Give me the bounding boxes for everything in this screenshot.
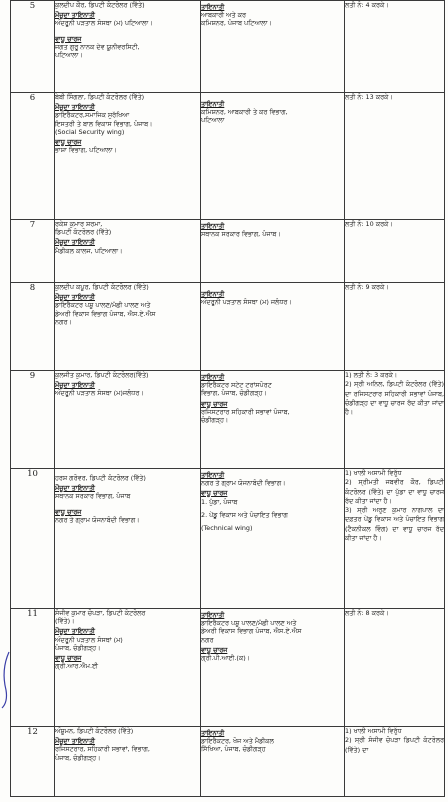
text-line: ਅੰਦਰੂਨੀ ਪੜਤਾਲ ਸੰਸਥਾ (ਮ) ਪਟਿਆਲਾ। — [55, 19, 153, 28]
section-heading: ਤਾਇਨਾਤੀ — [201, 3, 225, 11]
new-posting-cell — [201, 727, 345, 797]
text-line: ਸਿੱਖਿਆ, ਪੰਜਾਬ, ਚੰਡੀਗੜ੍ਹ — [201, 745, 266, 754]
section-heading: ਤਾਇਨਾਤੀ — [201, 290, 225, 298]
text-line: ਅੰਦਰੂਨੀ ਪੜਤਾਲ ਸੰਸਥਾ (ਮ) ਜਲੰਧਰ। — [201, 298, 292, 307]
serial-number-cell — [11, 727, 55, 797]
text-line: ਵਿਭਾਗ, ਪੰਜਾਬ, ਚੰਡੀਗੜ੍ਹ। — [201, 389, 267, 398]
table-body — [11, 1, 445, 797]
text-line: ਸਥਾਨਕ ਸਰਕਾਰ ਵਿਭਾਗ, ਪੰਜਾਬ — [55, 492, 131, 501]
remark-line: 1) ਖਾਲੀ ਅਸਾਮੀ ਵਿਰੁੱਧ — [345, 727, 402, 735]
text-line: ਅੰਦਰੂਨੀ ਪੜਤਾਲ ਸੰਸਥਾ (ਮ)ਜਲੰਧਰ। — [55, 389, 144, 398]
officer-current-posting-cell — [55, 220, 201, 283]
serial-number: 12 — [27, 727, 38, 737]
remark-line: ਲਤੀ ਨੰ: 8 ਕਰਕੇ। — [345, 609, 389, 617]
text-line: ਕਮਿਸ਼ਨਰ, ਪੰਜਾਬ ਪਟਿਆਲਾ। — [201, 19, 272, 28]
remarks-cell — [345, 283, 445, 371]
serial-number: 6 — [29, 93, 36, 103]
serial-number: 10 — [27, 469, 38, 479]
remarks-cell — [345, 727, 445, 797]
spacer — [55, 501, 200, 506]
text-line: ਸੰਜੀਵ ਕੁਮਾਰ ਚੋਪੜਾ, ਡਿਪਟੀ ਕੰਟਰੋਲਰ — [55, 609, 146, 617]
text-line: ਡਾਇਰੈਕਟਰ,ਸਮਾਜਿਕ ਸੁਰੱਖਿਆ — [55, 111, 130, 120]
text-line: ਡਾਇਰੈਕਟਰ ਪਸ਼ੂ ਪਾਲਣ/ਮੱਛੀ ਪਾਲਣ ਅਤੇ — [55, 301, 151, 310]
text-line: ਡਿਪਟੀ ਕੰਟਰੋਲਰ (ਵਿੱਤੇ) — [55, 228, 112, 237]
text-line: ਨਗਰ — [201, 635, 214, 644]
text-line: ਭਾਸ਼ਾ ਵਿਭਾਗ, ਪਟਿਆਲਾ। — [55, 146, 117, 155]
text-line: ਗ੍ਰੀ.ਆਰ.ਐਮ.ਈ — [55, 662, 98, 671]
text-line: ਰਕੇਸ਼ ਕੁਮਾਰ ਸ਼ਰਮਾ, — [55, 220, 103, 228]
remark-line: 2) ਸ੍ਰੀ ਸੰਜੀਵ ਚੋਪੜਾ ਡਿਪਟੀ ਕੰਟਰੋਲਰ (ਵਿੱਤੇ) ਦਾ — [345, 736, 444, 754]
table-row — [11, 469, 445, 609]
remark-line: 1) ਲਤੀ ਨੰ: 3 ਕਰਕੇ। — [345, 371, 398, 379]
text-line: ਨਗਰ ਤੇ ਗ੍ਰਾਮ ਯੋਜਨਾਬੰਦੀ ਵਿਭਾਗ। — [201, 479, 286, 488]
remark-line: 2) ਸ੍ਰੀ ਅਨਿਲ, ਡਿਪਟੀ ਕੰਟਰੋਲਰ (ਵਿੱਤੇ) ਦਾ ਰਜਿਸਟਰਾਰ ਸਹਿਕਾਰੀ ਸਭਾਵਾਂ ਪੰਜਾਬ, ਚੰਡੀਗੜ੍ਹ ਦਾ ਵਾਧੂ ਚਾਰਜ ਰੱਦ ਕੀਤਾ ਜਾਂਦਾ ਹੈ। — [345, 380, 444, 417]
remark-line: 1) ਖਾਲੀ ਅਸਾਮੀ ਵਿਰੁੱਧ — [345, 469, 402, 477]
transfer-orders-table — [10, 0, 445, 797]
remark-line: 2) ਸ੍ਰੀਮਤੀ ਜਬਵੀਰ ਕੌਰ, ਡਿਪਟੀ ਕੰਟਰੋਲਰ (ਵਿੱਤੇ) ਦਾ ਪੁੱਡਾ ਦਾ ਵਾਧੂ ਚਾਰਜ ਰੱਦ ਕੀਤਾ ਜਾਂਦਾ ਹੈ। — [345, 478, 444, 505]
text-line: ਅੰਦਰੂਨੀ ਪੜਤਾਲ ਸੰਸਥਾਂ (ਮ) — [55, 635, 123, 644]
officer-current-posting-cell — [55, 1, 201, 93]
section-heading: ਤਾਇਨਾਤੀ — [201, 729, 225, 737]
text-line: ਡਾਇਰੈਕਟਰ, ਖੋਜ ਅਤੇ ਮੈਡੀਕਲ — [201, 737, 274, 746]
section-heading: ਮੌਜੂਦਾ ਤਾਇਨਾਤੀ — [55, 103, 95, 112]
spacer — [201, 93, 344, 98]
margin-pen-mark — [0, 650, 10, 710]
spacer — [201, 283, 344, 288]
section-heading: ਮੌਜੂਦਾ ਤਾਇਨਾਤੀ — [55, 484, 95, 493]
officer-current-posting-cell — [55, 283, 201, 371]
section-heading: ਮੌਜੂਦਾ ਤਾਇਨਾਤੀ — [55, 293, 95, 302]
new-posting-cell — [201, 220, 345, 283]
serial-number: 7 — [29, 220, 36, 230]
text-line: ਰਜਿਸਟਰਾਰ ਸਹਿਕਾਰੀ ਸਭਾਵਾਂ ਪੰਜਾਬ, — [201, 407, 290, 416]
serial-number-cell — [11, 93, 55, 220]
officer-current-posting-cell — [55, 609, 201, 727]
section-heading: ਵਾਧੂ ਚਾਰਜ — [55, 137, 82, 146]
table-row — [11, 609, 445, 727]
officer-current-posting-cell — [55, 727, 201, 797]
remarks-cell — [345, 93, 445, 220]
section-heading: ਵਾਧੂ ਚਾਰਜ — [55, 34, 82, 43]
section-heading: ਮੌਜੂਦਾ ਤਾਇਨਾਤੀ — [55, 381, 95, 390]
serial-number-cell — [11, 283, 55, 371]
section-heading: ਵਾਧੂ ਚਾਰਜ — [201, 645, 228, 654]
table-row — [11, 93, 445, 220]
text-line: ਪੰਜਾਬ, ਚੰਡੀਗੜ੍ਹ। — [55, 643, 101, 652]
section-heading: ਵਾਧੂ ਚਾਰਜ — [201, 489, 228, 498]
remarks-cell — [345, 371, 445, 469]
serial-number: 9 — [29, 371, 36, 381]
text-line: ਕੁਲਜੀਤ ਕੁਮਾਰ, ਡਿਪਟੀ ਕੰਟਰੋਲਰ(ਵਿੱਤੇ) — [55, 371, 149, 379]
text-line: (Technical wing) — [201, 523, 253, 532]
table-row — [11, 283, 445, 371]
officer-current-posting-cell — [55, 371, 201, 469]
section-heading: ਮੌਜੂਦਾ ਤਾਇਨਾਤੀ — [55, 627, 95, 636]
remark-line: 3) ਸ੍ਰੀ ਅਰੁਣ ਕੁਮਾਰ ਨਾਗਪਾਲ ਦਾ ਦਫ਼ਤਰ ਪੇਂਡੂ ਵਿਕਾਸ ਅਤੇ ਪੰਚਾਇਤ ਵਿਭਾਗ (ਟੈਕਨੀਕਲ ਵਿੰਗ) ਦਾ ਵਾਧੂ ਚਾਰਜ ਰੱਦ ਕੀਤਾ ਜਾਂਦਾ ਹੈ। — [345, 506, 444, 542]
remark-line: ਲਤੀ ਨੰ: 10 ਕਰਕੇ। — [345, 220, 393, 228]
text-line: 2. ਪੇਂਡੂ ਵਿਕਾਸ ਅਤੇ ਪੰਚਾਇਤ ਵਿਭਾਗ — [201, 510, 288, 519]
new-posting-cell — [201, 93, 345, 220]
text-line: ਕਮਿਸ਼ਨਰ, ਆਬਕਾਰੀ ਤੇ ਕਰ ਵਿਭਾਗ, — [201, 108, 288, 117]
remark-line: ਲਤੀ ਨੰ: 9 ਕਰਕੇ। — [345, 283, 389, 291]
text-line: ਡੇਅਰੀ ਵਿਕਾਸ ਵਿਭਾਗ ਪੰਜਾਬ, ਐਸ.ਏ.ਐਸ — [55, 309, 156, 318]
new-posting-cell — [201, 1, 345, 93]
text-line: ਇਸਤਰੀ ਤੇ ਬਾਲ ਵਿਕਾਸ ਵਿਭਾਗ, ਪੰਜਾਬ। — [55, 119, 153, 128]
table-row — [11, 1, 445, 93]
text-line: ਕੁਲਦੀਪ ਕਪੂਰ, ਡਿਪਟੀ ਕੰਟਰੋਲਰ (ਵਿੱਤੇ) — [55, 283, 149, 291]
text-line: ਪਟਿਆਲਾ — [201, 116, 225, 125]
text-line: ਗ੍ਰੀ.ਪੀ.ਆਈ.(ਕ)। — [201, 653, 251, 662]
remarks-cell — [345, 469, 445, 609]
officer-current-posting-cell — [55, 93, 201, 220]
table-row — [11, 371, 445, 469]
new-posting-cell — [201, 469, 345, 609]
section-heading: ਮੌਜੂਦਾ ਤਾਇਨਾਤੀ — [55, 737, 95, 746]
section-heading: ਵਾਧੂ ਚਾਰਜ — [55, 507, 82, 516]
text-line: ਜਗਤ ਗੁਰੂ ਨਾਨਕ ਦੇਵ ਯੂਨੀਵਰਸਿਟੀ, — [55, 42, 140, 51]
text-line: ਡੇਅਰੀ ਵਿਕਾਸ ਵਿਭਾਗ ਪੰਜਾਬ, ਐਸ.ਏ.ਐਸ — [201, 627, 302, 636]
text-line: ਨਗਰ ਤੇ ਗ੍ਰਾਮ ਯੋਜਨਾਬੰਦੀ ਵਿਭਾਗ। — [55, 515, 140, 524]
text-line: ਪਟਿਆਲਾ। — [55, 50, 83, 59]
section-heading: ਤਾਇਨਾਤੀ — [201, 222, 225, 230]
serial-number-cell — [11, 220, 55, 283]
section-heading: ਤਾਇਨਾਤੀ — [201, 611, 225, 619]
serial-number-cell — [11, 371, 55, 469]
section-heading: ਮੌਜੂਦਾ ਤਾਇਨਾਤੀ — [55, 11, 95, 20]
serial-number: 8 — [29, 283, 36, 293]
serial-number-cell — [11, 609, 55, 727]
text-line: ਡਾਇਰੈਕਟਰ ਸਟੇਟ ਟਰਾਂਸਪੋਰਟ — [201, 381, 272, 390]
text-line: ਹਰਸ਼ ਗਰੋਵਰ, ਡਿਪਟੀ ਕੰਟਰੋਲਰ (ਵਿੱਤੇ) — [55, 474, 146, 482]
remark-line: ਲਤੀ ਨੰ: 13 ਕਰਕੇ। — [345, 93, 393, 101]
text-line: (ਵਿੱਤੇ)। — [55, 617, 75, 626]
serial-number: 5 — [29, 1, 36, 11]
section-heading: ਵਾਧੂ ਚਾਰਜ — [201, 399, 228, 408]
text-line: 1. ਪੁੱਡਾ, ਪੰਜਾਬ — [201, 497, 238, 506]
text-line: ਕੁਲਦੀਪ ਕੌਰ, ਡਿਪਟੀ ਕੰਟਰੋਲਰ (ਵਿੱਤੇ) — [55, 1, 145, 9]
section-heading: ਤਾਇਨਾਤੀ — [201, 471, 225, 479]
text-line: ਰਜਿਸਟਰਾਰ, ਸਹਿਕਾਰੀ ਸਭਾਵਾਂ, ਵਿਭਾਗ, — [55, 745, 150, 754]
table-row — [11, 220, 445, 283]
text-line: ਡਾਇਰੈਕਟਰ ਪਸ਼ੂ ਪਾਲਣ/ਮੱਛੀ ਪਾਲਣ ਅਤੇ — [201, 619, 297, 628]
remark-line: ਲਤੀ ਨੰ: 4 ਕਰਕੇ। — [345, 1, 389, 9]
spacer — [55, 28, 200, 33]
text-line: ਨਗਰ। — [55, 317, 72, 326]
text-line: ਆਬਕਾਰੀ ਅਤੇ ਕਰ — [201, 11, 246, 20]
text-line: ਬੇਬੀ ਸਿੰਗਲਾ, ਡਿਪਟੀ ਕੰਟਰੋਲਰ (ਵਿੱਤੇ) — [55, 93, 145, 101]
serial-number-cell — [11, 1, 55, 93]
new-posting-cell — [201, 371, 345, 469]
text-line: ਮੈਡੀਕਲ ਕਾਲਜ, ਪਟਿਆਲਾ। — [55, 246, 123, 255]
text-line: (Social Security wing) — [55, 127, 125, 136]
new-posting-cell — [201, 609, 345, 727]
officer-current-posting-cell — [55, 469, 201, 609]
section-heading: ਵਾਧੂ ਚਾਰਜ — [55, 653, 82, 662]
new-posting-cell — [201, 283, 345, 371]
text-line: ਅੰਸ਼ੂਮਨ, ਡਿਪਟੀ ਕੰਟਰੋਲਰ (ਵਿੱਤੇ) — [55, 727, 134, 735]
serial-number: 11 — [27, 609, 38, 619]
remarks-cell — [345, 609, 445, 727]
text-line: ਸਥਾਨਕ ਸਰਕਾਰ ਵਿਭਾਗ, ਪੰਜਾਬ। — [201, 230, 281, 239]
remarks-cell — [345, 1, 445, 93]
table-row — [11, 727, 445, 797]
serial-number-cell — [11, 469, 55, 609]
section-heading: ਤਾਇਨਾਤੀ — [201, 100, 225, 108]
text-line: ਚੰਡੀਗੜ੍ਹ। — [201, 415, 229, 424]
section-heading: ਮੌਜੂਦਾ ਤਾਇਨਾਤੀ — [55, 238, 95, 247]
text-line: ਪੰਜਾਬ, ਚੰਡੀਗੜ੍ਹ। — [55, 753, 101, 762]
section-heading: ਤਾਇਨਾਤੀ — [201, 373, 225, 381]
remarks-cell — [345, 220, 445, 283]
